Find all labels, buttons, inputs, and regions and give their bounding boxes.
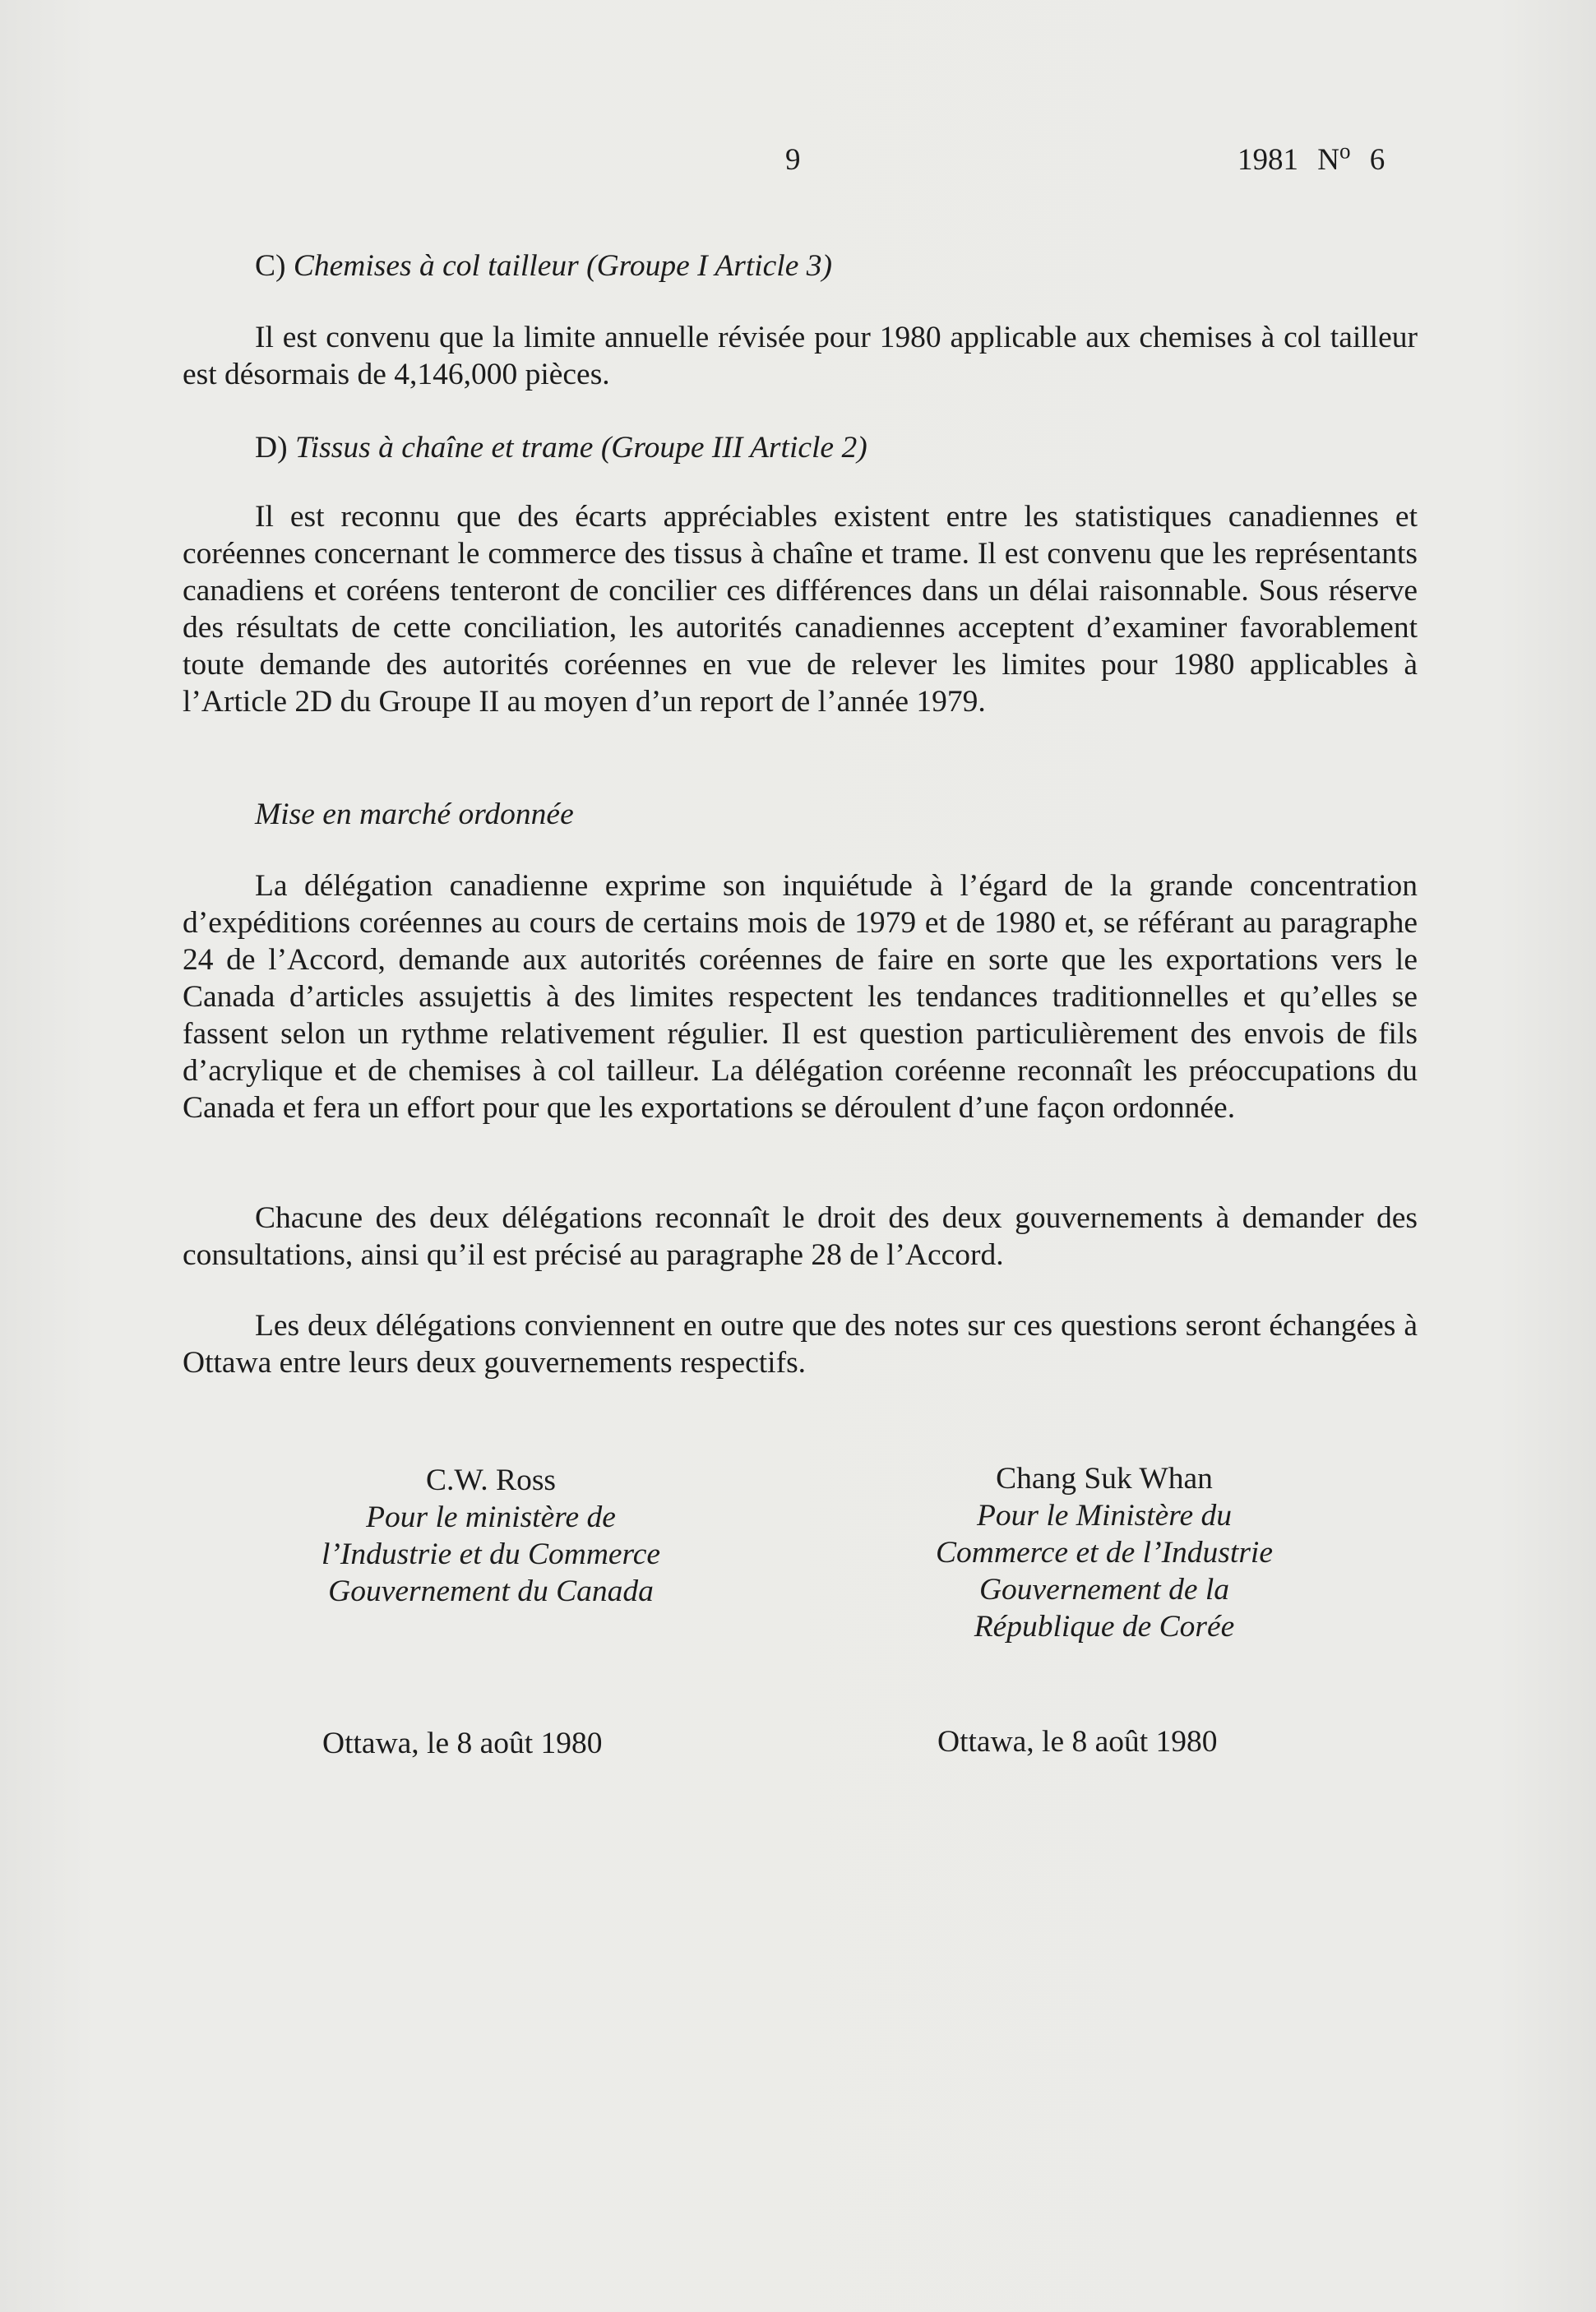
section-d-body — [183, 498, 1418, 720]
section-c-title: Chemises à col tailleur (Groupe I Article 3) — [293, 249, 832, 283]
signatory-role-line: République de Corée — [974, 1610, 1235, 1644]
signature-block-canada — [203, 1462, 779, 1610]
section-c-label: C) — [255, 249, 286, 283]
section-mise-body — [183, 867, 1418, 1126]
signatory-role-line: l’Industrie et du Commerce — [321, 1537, 661, 1571]
notes-paragraph: Les deux délégations conviennent en outre que des notes sur ces questions seront échangées à Ottawa entre leurs deux gouvernements respectifs. — [183, 1309, 1418, 1380]
signature-date-canada: Ottawa, le 8 août 1980 — [322, 1727, 603, 1760]
signatory-name: Chang Suk Whan — [996, 1462, 1213, 1496]
section-d-paragraph: Il est reconnu que des écarts appréciables existent entre les statistiques canadiennes et coréennes concernant le commerce des tissus à chaîne et trame. Il est convenu que les représentants canadiens et coréens tenteront de concilier ces différences dans un délai raisonnable. Sous réserve des résultats de cette conciliation, les autorités canadiennes acceptent d’examiner favorablement toute demande des autorités coréennes en vue de relever les limites pour 1980 applicables à l’Article 2D du Groupe II au moyen d’un report de l’année 1979. — [183, 500, 1418, 719]
section-d-label: D) — [255, 431, 288, 465]
section-notes — [183, 1307, 1418, 1381]
section-c-heading — [183, 247, 1418, 284]
section-mise-title: Mise en marché ordonnée — [255, 798, 574, 831]
signatory-role-line: Gouvernement de la — [978, 1573, 1230, 1607]
section-mise — [183, 796, 1418, 833]
page-number: 9 — [785, 143, 801, 177]
number-suffix: o — [1339, 138, 1351, 164]
consult-paragraph: Chacune des deux délégations reconnaît le droit des deux gouvernements à demander des consultations, ainsi qu’il est précisé au paragraphe 28 de l’Accord. — [183, 1201, 1418, 1272]
section-consult — [183, 1200, 1418, 1274]
signatory-role-line: Commerce et de l’Industrie — [936, 1536, 1273, 1570]
number-label: N — [1317, 143, 1339, 177]
section-mise-paragraph: La délégation canadienne exprime son inquiétude à l’égard de la grande concentration d’expéditions coréennes au cours de certains mois de 1979 et de 1980 et, se référant au paragraphe 24 de l’Accord, demande aux autorités coréennes de faire en sorte que les exportations vers le Canada d’articles assujettis à des limites respectent les tendances traditionnelles et qu’elles se fassent selon un rythme relativement régulier. Il est question particulièrement des envois de fils d’acrylique et de chemises à col tailleur. La délégation coréenne reconnaît les préoccupations du Canada et fera un effort pour que les exportations se déroulent d’une façon ordonnée. — [183, 869, 1418, 1125]
signatory-name: C.W. Ross — [425, 1463, 557, 1497]
section-d-heading — [183, 429, 1418, 466]
signature-block-korea — [817, 1460, 1392, 1645]
section-c-paragraph: Il est convenu que la limite annuelle révisée pour 1980 applicable aux chemises à col tailleur est désormais de 4,146,000 pièces. — [183, 321, 1418, 391]
signatory-role-line: Pour le Ministère du — [976, 1499, 1233, 1533]
number-value: 6 — [1369, 143, 1386, 177]
section-c-body — [183, 319, 1418, 393]
publication-number — [1317, 138, 1386, 177]
signature-date-korea: Ottawa, le 8 août 1980 — [937, 1725, 1218, 1759]
section-d — [183, 429, 1418, 466]
section-d-title: Tissus à chaîne et trame (Groupe III Article 2) — [294, 431, 867, 465]
signatory-role-line: Pour le ministère de — [366, 1500, 616, 1534]
section-mise-heading — [183, 796, 1418, 833]
publication-year: 1981 — [1237, 143, 1298, 177]
signatory-role-line: Gouvernement du Canada — [328, 1574, 654, 1608]
section-c — [183, 247, 1418, 284]
publication-reference — [1237, 140, 1385, 181]
